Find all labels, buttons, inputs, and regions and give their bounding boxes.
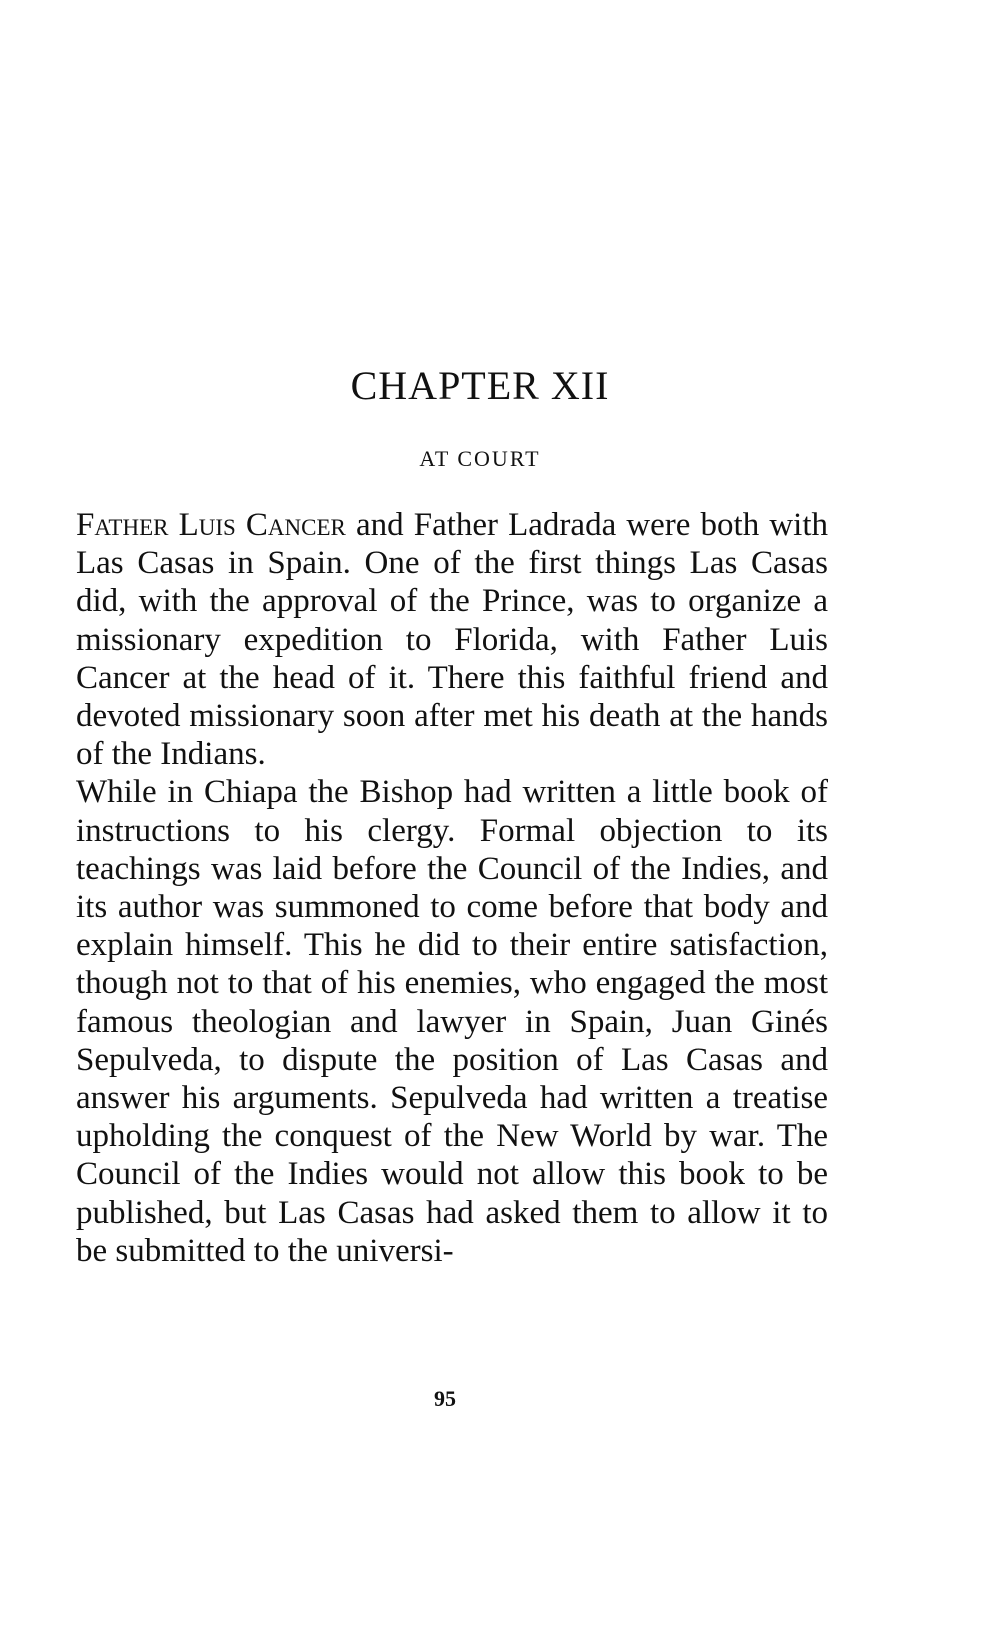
page-number: 95 bbox=[434, 1386, 456, 1411]
paragraph-1-lead: Father Luis Cancer bbox=[76, 507, 346, 543]
paragraph-1 bbox=[76, 506, 828, 773]
chapter-number: CHAPTER XII bbox=[350, 363, 610, 408]
chapter-body bbox=[76, 506, 828, 1270]
paragraph-1-text: and Father Ladrada were both with Las Casas in Spain. One of the first things Las Casas did, with the approval of the Prince, was to organize a missionary expedition to Florida, with Father Luis Cancer at the head of it. There this faithful friend and devoted missionary soon after met his death at the hands of the Indians. bbox=[76, 507, 828, 773]
paragraph-2: While in Chiapa the Bishop had written a little book of instructions to his clergy. Formal objection to its teachings was laid before the Council of the Indies, and its author was summoned to come before that body and explain himself. This he did to their entire satisfaction, though not to that of his enemies, who engaged the most famous theologian and lawyer in Spain, Juan Ginés Sepulveda, to dispute the position of Las Casas and answer his arguments. Sepulveda had written a treatise upholding the conquest of the New World by war. The Council of the Indies would not allow this book to be published, but Las Casas had asked them to allow it to be submitted to the universi- bbox=[76, 774, 828, 1269]
chapter-title: AT COURT bbox=[419, 446, 541, 471]
